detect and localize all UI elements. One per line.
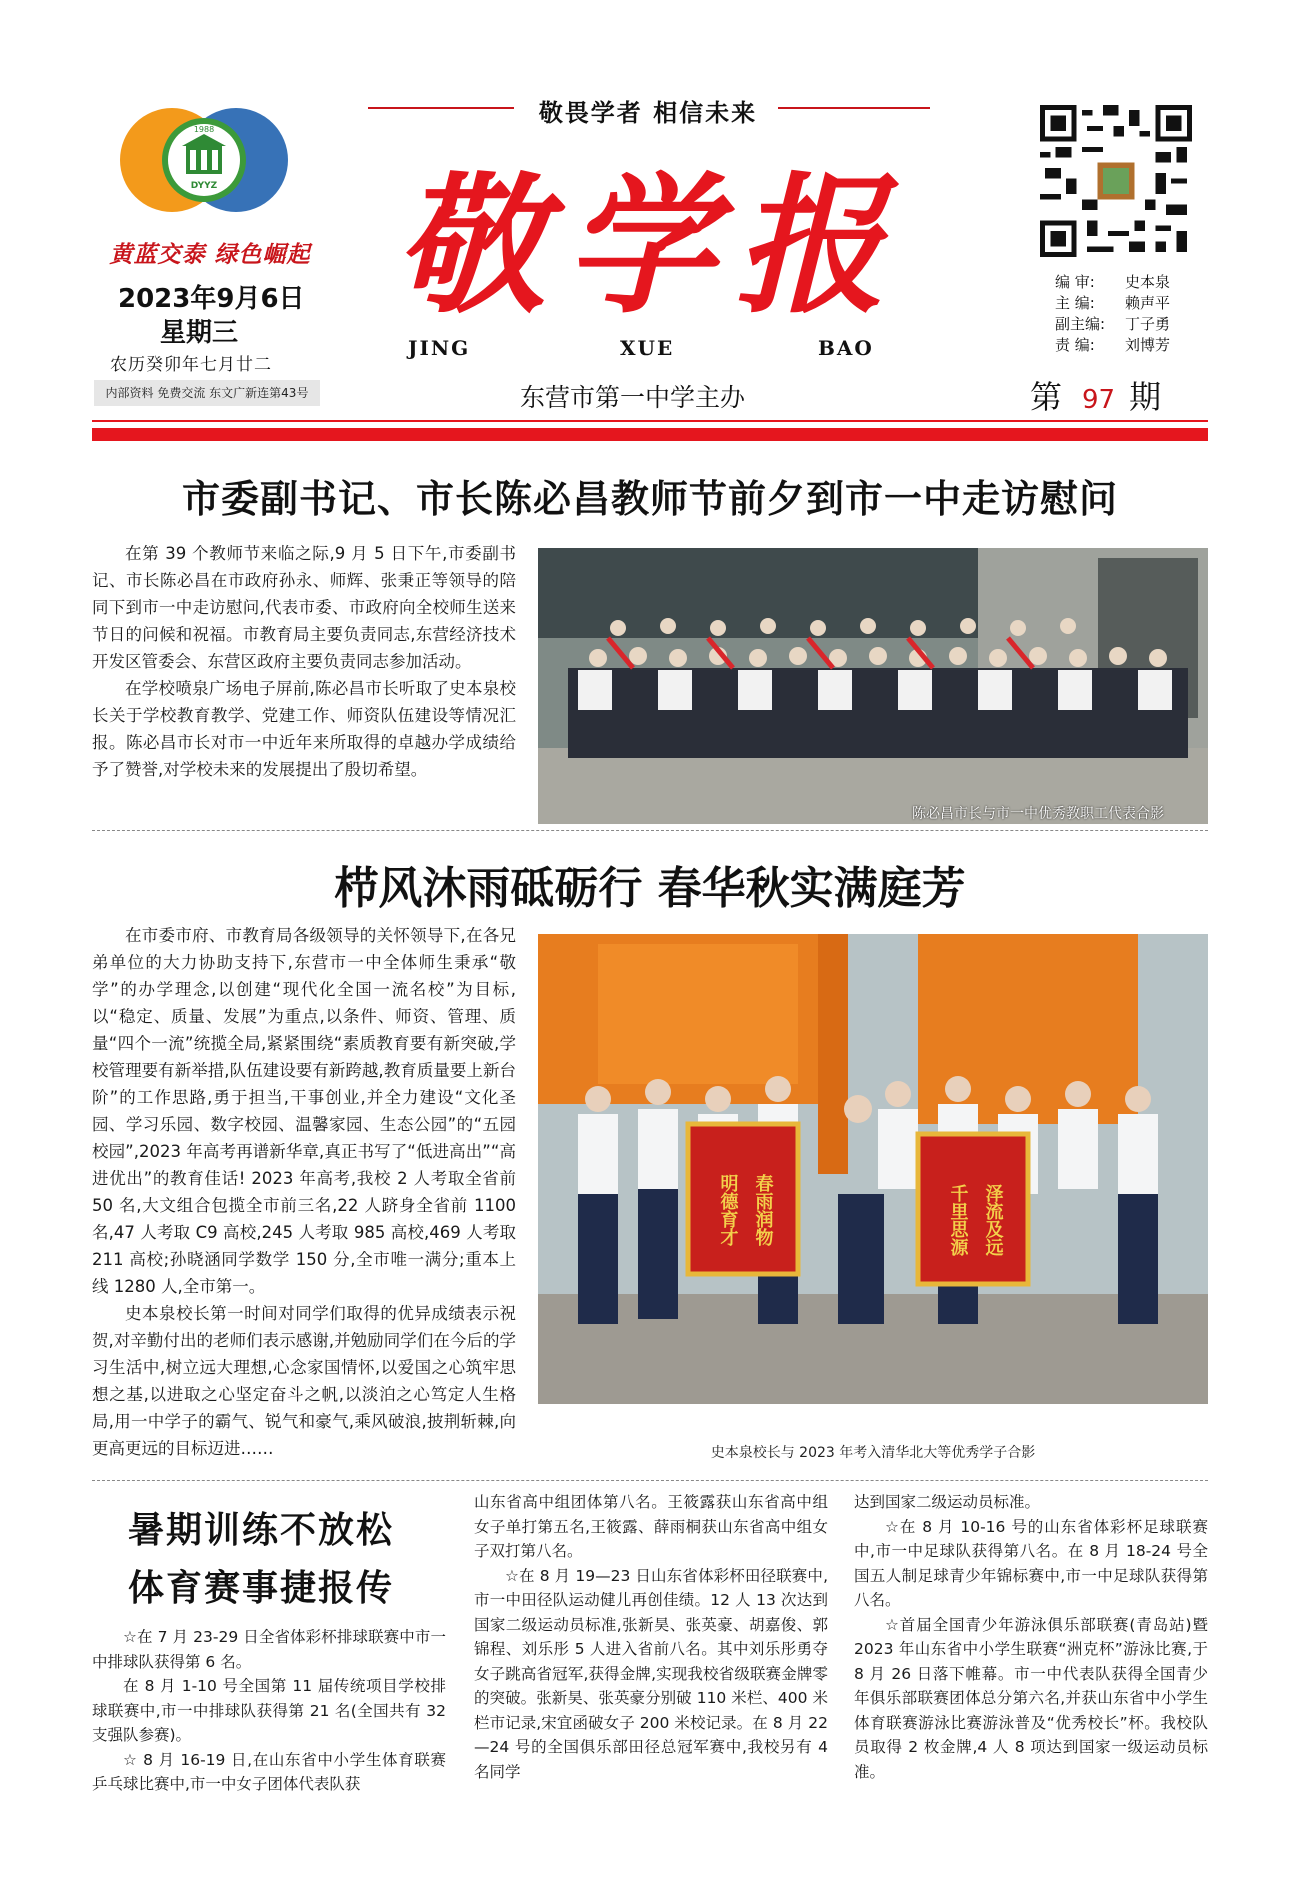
sponsor-line: 东营市第一中学主办 xyxy=(520,383,746,412)
newspaper-nameplate xyxy=(360,150,940,330)
staff-role: 副主编: xyxy=(1055,315,1106,333)
issue-number xyxy=(1030,372,1167,418)
banner-right-text-1: 千里思源 xyxy=(947,1184,969,1256)
article1-body xyxy=(92,540,516,783)
logo-year: 1988 xyxy=(193,125,215,134)
pinyin-jing: JING xyxy=(408,336,471,360)
staff-row xyxy=(1055,314,1170,335)
article2-photo-caption: 史本泉校长与 2023 年考入清华北大等优秀学子合影 xyxy=(710,1445,1036,1461)
article3-paragraph: 达到国家二级运动员标准。 xyxy=(854,1493,1041,1511)
school-motto: 黄蓝交泰 绿色崛起 xyxy=(109,241,311,268)
staff-name: 赖声平 xyxy=(1125,294,1171,312)
logo-abbr: DYYZ xyxy=(190,181,218,191)
article3-paragraph: 山东省高中组团体第八名。王筱露获山东省高中组女子单打第五名,王筱露、薛雨桐获山东省高中组女子双打第八名。 xyxy=(474,1493,828,1560)
banner-left-text-1: 明德育才 xyxy=(717,1174,739,1246)
slogan-rule-right xyxy=(778,107,930,109)
article3-headline-line2: 体育赛事捷报传 xyxy=(128,1567,395,1609)
article1-photo-caption: 陈必昌市长与市一中优秀教职工代表合影 xyxy=(912,806,1164,822)
article3-paragraph: ☆在 7 月 23-29 日全省体彩杯排球联赛中市一中排球队获得第 6 名。 xyxy=(92,1628,446,1671)
article3-paragraph: 在 8 月 1-10 号全国第 11 届传统项目学校排球联赛中,市一中排球队获得第 21 名(全国共有 32 支强队参赛)。 xyxy=(92,1677,446,1744)
qr-code[interactable] xyxy=(1040,105,1192,257)
issue-number-value: 97 xyxy=(1082,385,1116,415)
article2-headline: 栉风沐雨砥砺行 春华秋实满庭芳 xyxy=(334,863,966,914)
section-divider xyxy=(92,830,1208,831)
staff-name: 史本泉 xyxy=(1125,273,1171,291)
banner-left-text-2: 春雨润物 xyxy=(752,1174,774,1246)
masthead-thin-rule xyxy=(92,420,1208,422)
banner-right-text-2: 泽流及远 xyxy=(982,1184,1004,1256)
lunar-date: 农历癸卯年七月廿二 xyxy=(110,355,272,375)
nameplate-text: 敬学报 xyxy=(394,158,906,330)
article2-body xyxy=(92,922,516,1462)
issue-weekday: 星期三 xyxy=(160,318,239,348)
article3-paragraph: ☆在 8 月 19—23 日山东省体彩杯田径联赛中,市一中田径队运动健儿再创佳绩。12 人 13 次达到国家二级运动员标准,张新昊、张英豪、胡嘉俊、郭锦程、刘乐彤 5 人进入省前八名。其中刘乐彤勇夺女子跳高省冠军,获得金牌,实现我校省级联赛金牌零的突破。张新昊、张英豪分别破 110 米栏、400 米栏市记录,宋宜函破女子 200 米校记录。在 8 月 22—24 号的全国俱乐部田径总冠军赛中,我校另有 4 名同学 xyxy=(474,1566,828,1781)
article3-column-2 xyxy=(474,1490,828,1784)
article1-headline: 市委副书记、市长陈必昌教师节前夕到市一中走访慰问 xyxy=(181,477,1118,521)
article3-paragraph: ☆在 8 月 10-16 号的山东省体彩杯足球联赛中,市一中足球队获得第八名。在 8 月 18-24 号全国五人制足球青少年锦标赛中,市一中足球队获得第八名。 xyxy=(854,1517,1208,1609)
pinyin-bao: BAO xyxy=(818,336,874,360)
issue-suffix: 期 xyxy=(1129,378,1168,416)
staff-row xyxy=(1055,272,1170,293)
article2-paragraph: 在市委市府、市教育局各级领导的关怀领导下,在各兄弟单位的大力协助支持下,东营市一中全体师生秉承“敬学”的办学理念,以创建“现代化全国一流名校”为目标,以“稳定、质量、发展”为重点,以条件、师资、管理、质量“四个一流”统揽全局,紧紧围绕“素质教育要有新突破,学校管理要有新举措,队伍建设要有新跨越,教育质量要上新台阶”的工作思路,勇于担当,干事创业,并全力建设“文化圣园、学习乐园、数字校园、温馨家园、生态公园”的“五园校园”,2023 年高考再谱新华章,真正书写了“低进高出”“高进优出”的教育佳话! 2023 年高考,我校 2 人考取全省前 50 名,大文组合包揽全市前三名,22 人跻身全省前 1100 名,47 人考取 C9 高校,245 人考取 985 高校,469 人考取 211 高校;孙晓涵同学数学 150 分,全市唯一满分;重本上线 1280 人,全市第一。 xyxy=(92,926,516,1296)
masthead-red-bar xyxy=(92,428,1208,441)
article3-column-3 xyxy=(854,1490,1208,1784)
staff-role: 编 审: xyxy=(1055,273,1095,291)
article3-paragraph: ☆ 8 月 16-19 日,在山东省中小学生体育联赛乒乓球比赛中,市一中女子团体代表队获 xyxy=(92,1750,446,1793)
article3-paragraph: ☆首届全国青少年游泳俱乐部联赛(青岛站)暨 2023 年山东省中小学生联赛“洲克杯”游泳比赛,于 8 月 26 日落下帷幕。市一中代表队获得全国青少年俱乐部联赛团体总分第六名,并获山东省中小学生体育联赛游泳比赛游泳普及“优秀校长”杯。我校队员取得 2 枚金牌,4 人 8 项达到国家一级运动员标准。 xyxy=(854,1615,1208,1781)
pinyin-xue: XUE xyxy=(620,336,675,360)
staff-row xyxy=(1055,293,1170,314)
staff-role: 责 编: xyxy=(1055,336,1095,354)
publication-notice: 内部资料 免费交流 东文广新连第43号 xyxy=(94,380,320,406)
article1-paragraph: 在第 39 个教师节来临之际,9 月 5 日下午,市委副书记、市长陈必昌在市政府孙永、师辉、张秉正等领导的陪同下到市一中走访慰问,代表市委、市政府向全校师生送来节日的问候和祝福。市教育局主要负责同志,东营经济技术开发区管委会、东营区政府主要负责同志参加活动。 xyxy=(92,544,516,671)
staff-row xyxy=(1055,335,1170,356)
staff-name: 丁子勇 xyxy=(1125,315,1171,333)
staff-name: 刘博芳 xyxy=(1125,336,1171,354)
article3-column-1 xyxy=(92,1625,446,1797)
editorial-staff xyxy=(1055,272,1170,356)
article3-headline-line1: 暑期训练不放松 xyxy=(128,1509,395,1551)
article1-paragraph: 在学校喷泉广场电子屏前,陈必昌市长听取了史本泉校长关于学校教育教学、党建工作、师资队伍建设等情况汇报。陈必昌市长对市一中近年来所取得的卓越办学成绩给予了赞誉,对学校未来的发展提出了殷切希望。 xyxy=(92,679,516,779)
section-divider xyxy=(92,1480,1208,1481)
school-logo xyxy=(120,92,288,228)
article2-group-photo xyxy=(538,934,1208,1404)
slogan-rule-left xyxy=(368,107,514,109)
issue-prefix: 第 xyxy=(1030,378,1069,416)
article2-paragraph: 史本泉校长第一时间对同学们取得的优异成绩表示祝贺,对辛勤付出的老师们表示感谢,并勉励同学们在今后的学习生活中,树立远大理想,心念家国情怀,以爱国之心筑牢思想之基,以进取之心坚定奋斗之帆,以淡泊之心笃定人生格局,用一中学子的霸气、锐气和豪气,乘风破浪,披荆斩棘,向更高更远的目标迈进…… xyxy=(92,1304,516,1458)
article1-group-photo xyxy=(538,548,1208,824)
slogan: 敬畏学者 相信未来 xyxy=(538,99,758,127)
issue-date: 2023年9月6日 xyxy=(118,284,305,314)
staff-role: 主 编: xyxy=(1055,294,1095,312)
